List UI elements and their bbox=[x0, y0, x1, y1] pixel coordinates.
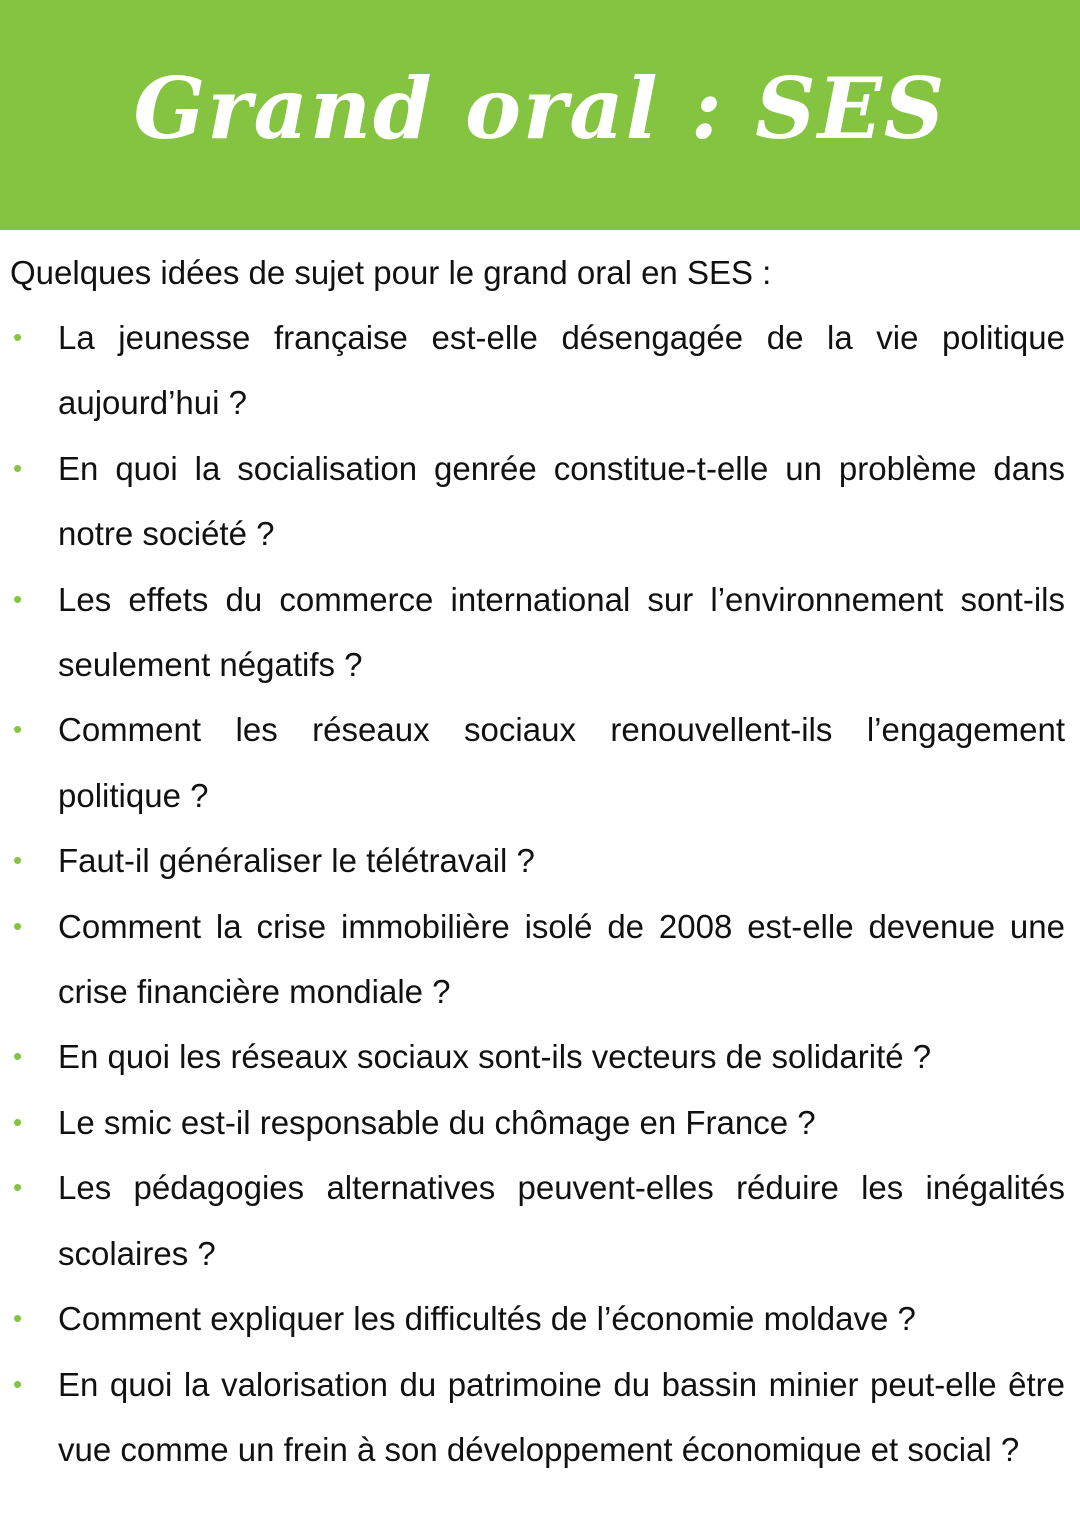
topic-text: Faut-il généraliser le télétravail ? bbox=[58, 842, 535, 880]
topic-text: Les pédagogies alternatives peuvent-elles réduire les inégalités scolaires ? bbox=[58, 1169, 1065, 1272]
bullet-icon: • bbox=[13, 322, 23, 352]
topic-text: Les effets du commerce international sur l’environnement sont-ils seulement négatifs ? bbox=[58, 580, 1065, 684]
bullet-icon: • bbox=[13, 910, 23, 941]
topic-text: En quoi la valorisation du patrimoine du bassin minier peut-elle être vue comme un frein à son développement économique et social ? bbox=[58, 1365, 1065, 1468]
list-item bbox=[10, 436, 1065, 567]
bullet-icon: • bbox=[13, 452, 23, 483]
title-banner bbox=[0, 0, 1080, 230]
page-title: Grand oral : SES bbox=[133, 58, 947, 158]
list-item bbox=[10, 1155, 1065, 1286]
list-item bbox=[10, 1090, 1065, 1155]
bullet-icon: • bbox=[13, 1041, 23, 1072]
topic-text: En quoi la socialisation genrée constitue-t-elle un problème dans notre société ? bbox=[58, 449, 1065, 553]
bullet-icon: • bbox=[13, 1106, 23, 1137]
list-item bbox=[10, 828, 1065, 893]
topic-text: En quoi les réseaux sociaux sont-ils vecteurs de solidarité ? bbox=[58, 1038, 932, 1076]
topic-text: Comment la crise immobilière isolé de 2008 est-elle devenue une crise financière mondiale ? bbox=[58, 907, 1065, 1011]
topic-text: La jeunesse française est-elle désengagée de la vie politique aujourd’hui ? bbox=[58, 319, 1065, 422]
list-item bbox=[10, 697, 1065, 828]
bullet-icon: • bbox=[13, 1303, 23, 1334]
list-item bbox=[10, 305, 1065, 436]
list-item bbox=[10, 1024, 1065, 1089]
list-item bbox=[10, 1352, 1065, 1483]
list-item bbox=[10, 567, 1065, 698]
bullet-icon: • bbox=[13, 1368, 23, 1399]
bullet-icon: • bbox=[13, 714, 23, 745]
topic-text: Le smic est-il responsable du chômage en France ? bbox=[58, 1103, 816, 1141]
bullet-icon: • bbox=[13, 583, 23, 614]
bullet-icon: • bbox=[13, 845, 23, 876]
list-item bbox=[10, 1286, 1065, 1351]
bullet-icon: • bbox=[13, 1172, 23, 1203]
topic-text: Comment expliquer les difficultés de l’économie moldave ? bbox=[58, 1300, 916, 1338]
topic-text: Comment les réseaux sociaux renouvellent-ils l’engagement politique ? bbox=[58, 711, 1065, 814]
topic-list bbox=[10, 305, 1065, 1482]
intro-text: Quelques idées de sujet pour le grand oral en SES : bbox=[10, 254, 772, 291]
list-item bbox=[10, 894, 1065, 1025]
document-body bbox=[10, 248, 1065, 1482]
